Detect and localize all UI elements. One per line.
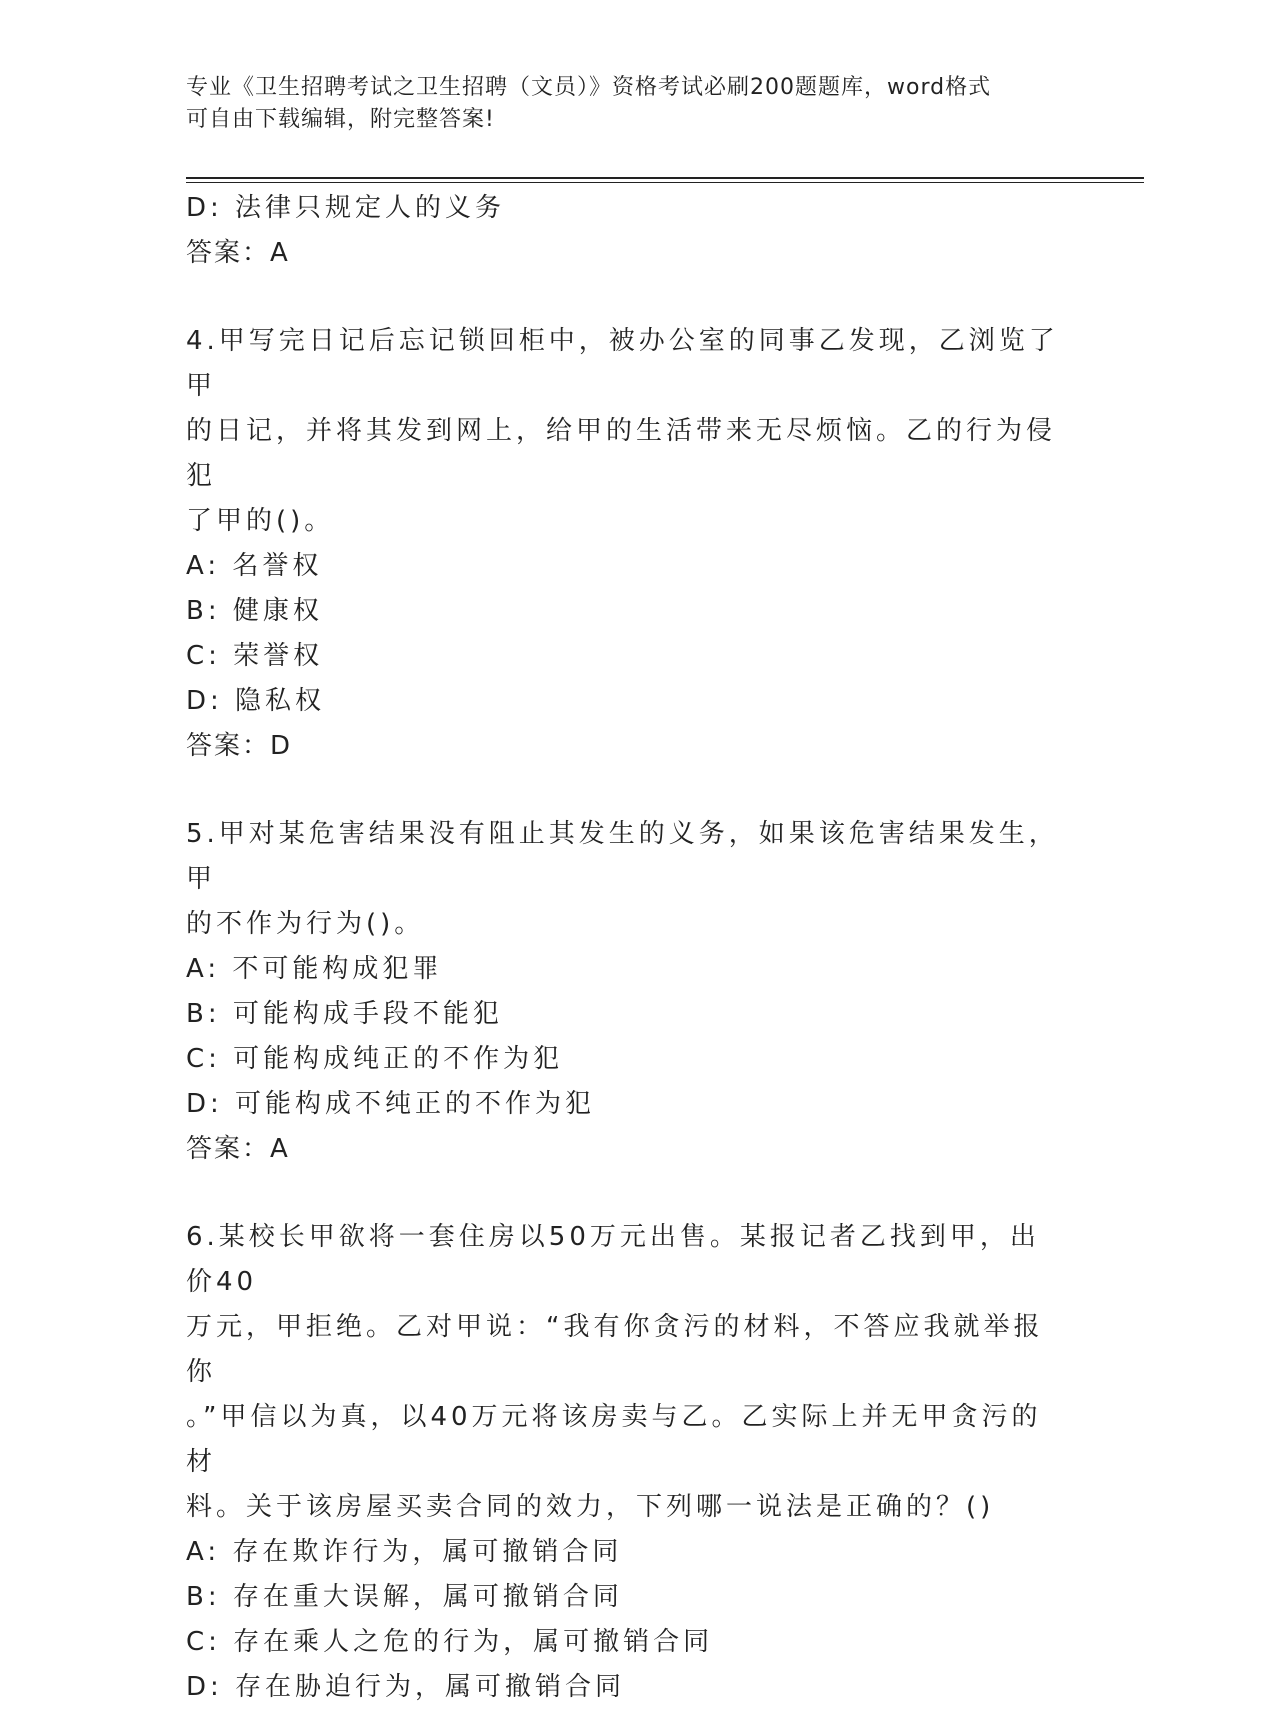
question-6-line: 料。关于该房屋买卖合同的效力，下列哪一说法是正确的？() [186,1492,995,1522]
question-5-option-a: A: 不可能构成犯罪 [186,954,443,984]
question-5-option-b: B: 可能构成手段不能犯 [186,999,503,1029]
spacer [186,1172,1066,1215]
prev-option-d: D: 法律只规定人的义务 [186,193,506,223]
spacer [186,769,1066,812]
question-6-option-c: C: 存在乘人之危的行为，属可撤销合同 [186,1627,714,1657]
question-6-line: 万元，甲拒绝。乙对甲说：“我有你贪污的材料，不答应我就举报你 [186,1312,1044,1387]
question-5-line: 的不作为行为()。 [186,909,425,939]
question-4-option-a: A: 名誉权 [186,551,323,581]
question-5 [186,812,1066,1172]
question-4-option-c: C: 荣誉权 [186,641,324,671]
spacer [186,276,1066,319]
question-5-option-d: D: 可能构成不纯正的不作为犯 [186,1089,596,1119]
header-divider-thick [186,177,1144,179]
question-4-answer: 答案：D [186,731,293,761]
document-header [186,72,1066,136]
question-4-option-b: B: 健康权 [186,596,323,626]
question-4-option-d: D: 隐私权 [186,686,326,716]
question-6-option-b: B: 存在重大误解，属可撤销合同 [186,1582,623,1612]
document-body [186,186,1066,1710]
question-4 [186,319,1066,769]
question-6-line: 。”甲信以为真，以40万元将该房卖与乙。乙实际上并无甲贪污的材 [186,1402,1042,1477]
question-5-option-c: C: 可能构成纯正的不作为犯 [186,1044,564,1074]
header-line-2: 可自由下载编辑，附完整答案! [186,107,495,132]
header-line-1: 专业《卫生招聘考试之卫生招聘（文员）》资格考试必刷200题题库，word格式 [186,75,992,100]
question-6-line: 6.某校长甲欲将一套住房以50万元出售。某报记者乙找到甲，出价40 [186,1222,1040,1297]
prev-answer: 答案：A [186,238,290,268]
question-6-option-d: D: 存在胁迫行为，属可撤销合同 [186,1672,626,1702]
header-divider-thin [186,182,1144,183]
question-4-line: 了甲的()。 [186,506,335,536]
question-5-line: 5.甲对某危害结果没有阻止其发生的义务，如果该危害结果发生，甲 [186,819,1059,894]
question-6-option-a: A: 存在欺诈行为，属可撤销合同 [186,1537,623,1567]
question-6 [186,1215,1066,1710]
question-4-line: 的日记，并将其发到网上，给甲的生活带来无尽烦恼。乙的行为侵犯 [186,416,1057,491]
question-4-line: 4.甲写完日记后忘记锁回柜中，被办公室的同事乙发现，乙浏览了甲 [186,326,1059,401]
question-5-answer: 答案：A [186,1134,290,1164]
